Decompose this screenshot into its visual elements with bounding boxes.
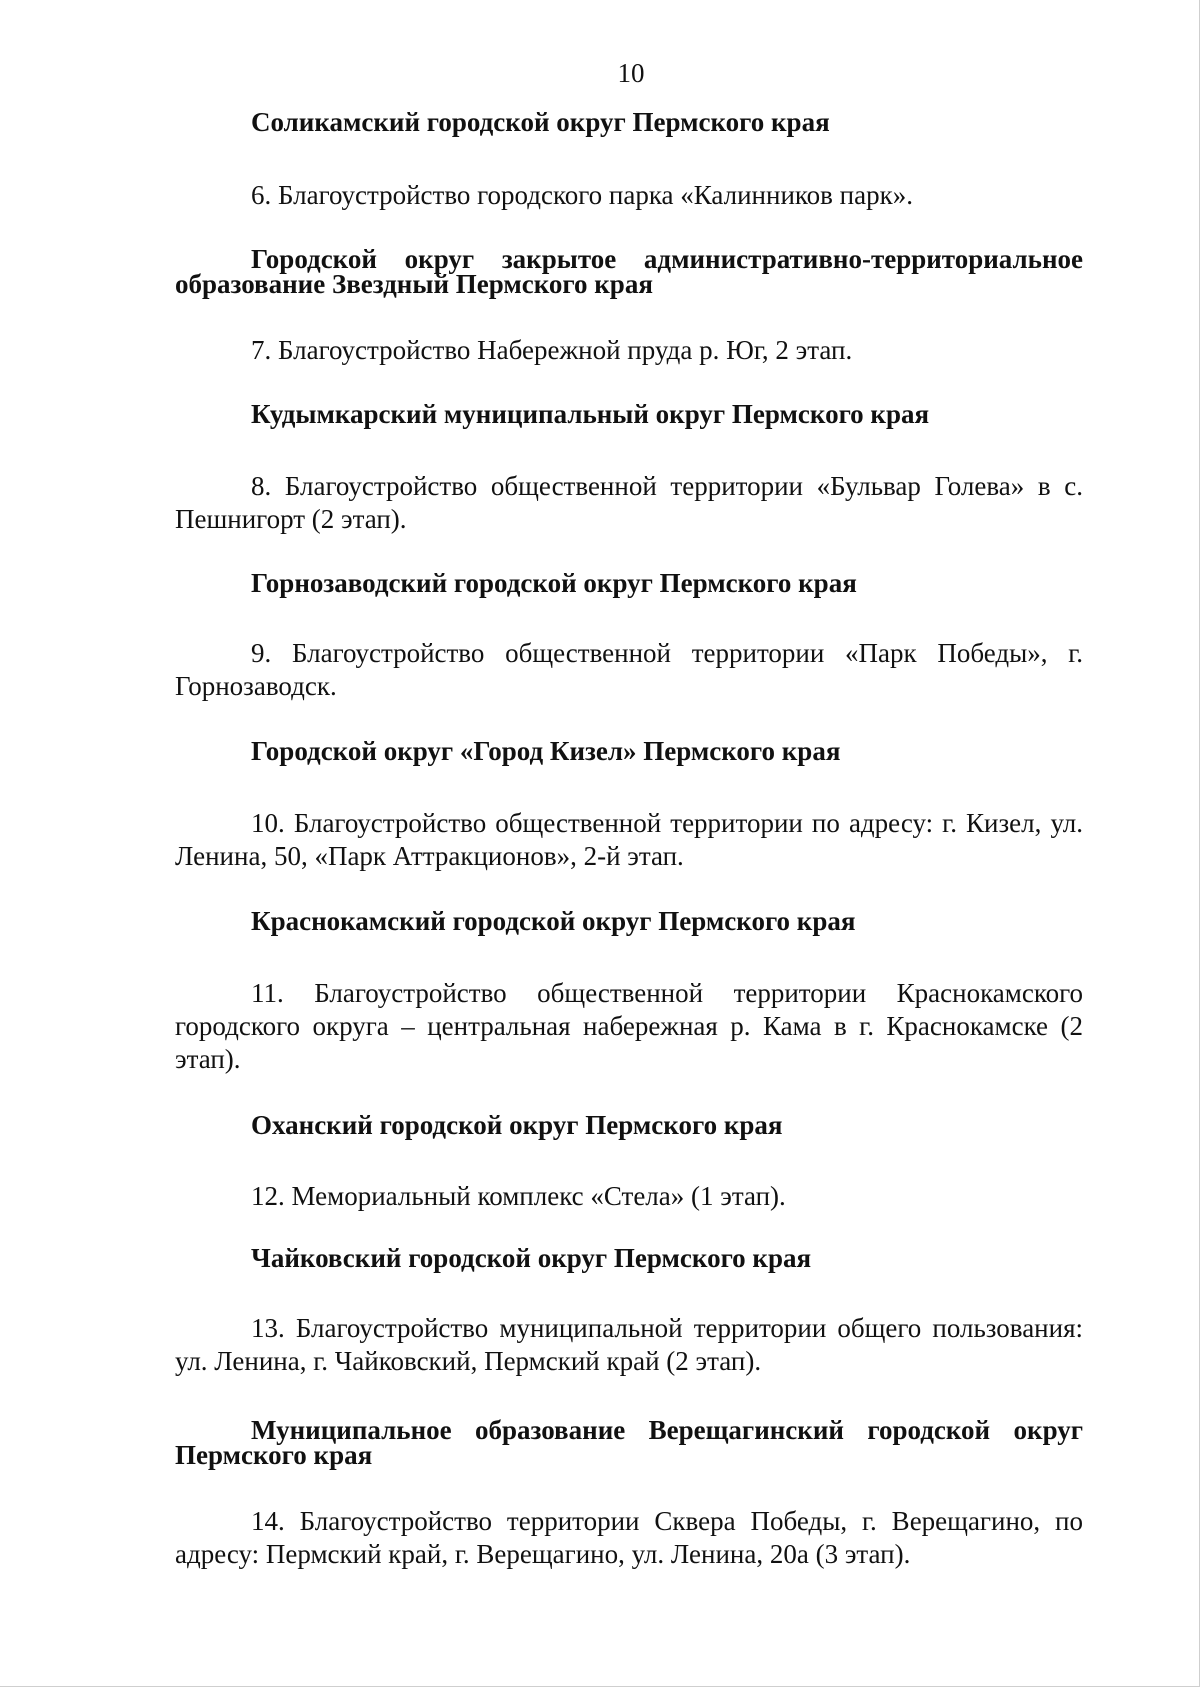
section-solikamsk bbox=[175, 107, 1083, 137]
section-chaikovsky bbox=[175, 1243, 1083, 1273]
item-9 bbox=[175, 637, 1083, 703]
item-11 bbox=[175, 977, 1083, 1076]
page-number: 10 bbox=[617, 58, 645, 88]
list-item: 14. Благоустройство территории Сквера Победы, г. Верещагино, по адресу: Пермский край, г. Верещагино, ул. Ленина, 20а (3 этап). bbox=[175, 1506, 1083, 1569]
section-krasnokamsk bbox=[175, 906, 1083, 936]
section-heading: Муниципальное образование Верещагинский городской округ Пермского края bbox=[175, 1415, 1083, 1470]
section-heading: Чайковский городской округ Пермского края bbox=[251, 1243, 812, 1273]
list-item: 9. Благоустройство общественной территории «Парк Победы», г. Горнозаводск. bbox=[175, 638, 1083, 701]
list-item: 8. Благоустройство общественной территории «Бульвар Голева» в с. Пешнигорт (2 этап). bbox=[175, 471, 1083, 534]
list-item: 13. Благоустройство муниципальной территории общего пользования: ул. Ленина, г. Чайковский, Пермский край (2 этап). bbox=[175, 1313, 1083, 1376]
item-12 bbox=[175, 1180, 1083, 1213]
item-14 bbox=[175, 1505, 1083, 1571]
section-heading: Краснокамский городской округ Пермского края bbox=[251, 906, 856, 936]
list-item: 11. Благоустройство общественной территории Краснокамского городского округа – центральная набережная р. Кама в г. Краснокамске (2 этап). bbox=[175, 978, 1083, 1074]
section-heading: Городской округ закрытое административно-территориальное образование Звездный Пермского края bbox=[175, 244, 1083, 299]
section-okhansk bbox=[175, 1110, 1083, 1140]
item-8 bbox=[175, 470, 1083, 536]
section-kizel bbox=[175, 736, 1083, 766]
section-heading: Горнозаводский городской округ Пермского края bbox=[251, 568, 857, 598]
section-gornozavodsk bbox=[175, 568, 1083, 598]
section-heading: Кудымкарский муниципальный округ Пермского края bbox=[251, 399, 930, 429]
item-6 bbox=[175, 179, 1083, 212]
item-10 bbox=[175, 807, 1083, 873]
section-heading: Соликамский городской округ Пермского края bbox=[251, 107, 830, 137]
item-7 bbox=[175, 334, 1083, 367]
section-heading: Оханский городской округ Пермского края bbox=[251, 1110, 783, 1140]
list-item: 7. Благоустройство Набережной пруда р. Юг, 2 этап. bbox=[251, 335, 853, 365]
list-item: 10. Благоустройство общественной территории по адресу: г. Кизел, ул. Ленина, 50, «Парк Аттракционов», 2-й этап. bbox=[175, 808, 1083, 871]
section-kudymkar bbox=[175, 399, 1083, 429]
section-vereshchagino bbox=[175, 1415, 1083, 1470]
item-13 bbox=[175, 1312, 1083, 1378]
section-zvezdny bbox=[175, 244, 1083, 299]
section-heading: Городской округ «Город Кизел» Пермского края bbox=[251, 736, 841, 766]
list-item: 12. Мемориальный комплекс «Стела» (1 этап). bbox=[251, 1181, 786, 1211]
list-item: 6. Благоустройство городского парка «Калинников парк». bbox=[251, 180, 913, 210]
